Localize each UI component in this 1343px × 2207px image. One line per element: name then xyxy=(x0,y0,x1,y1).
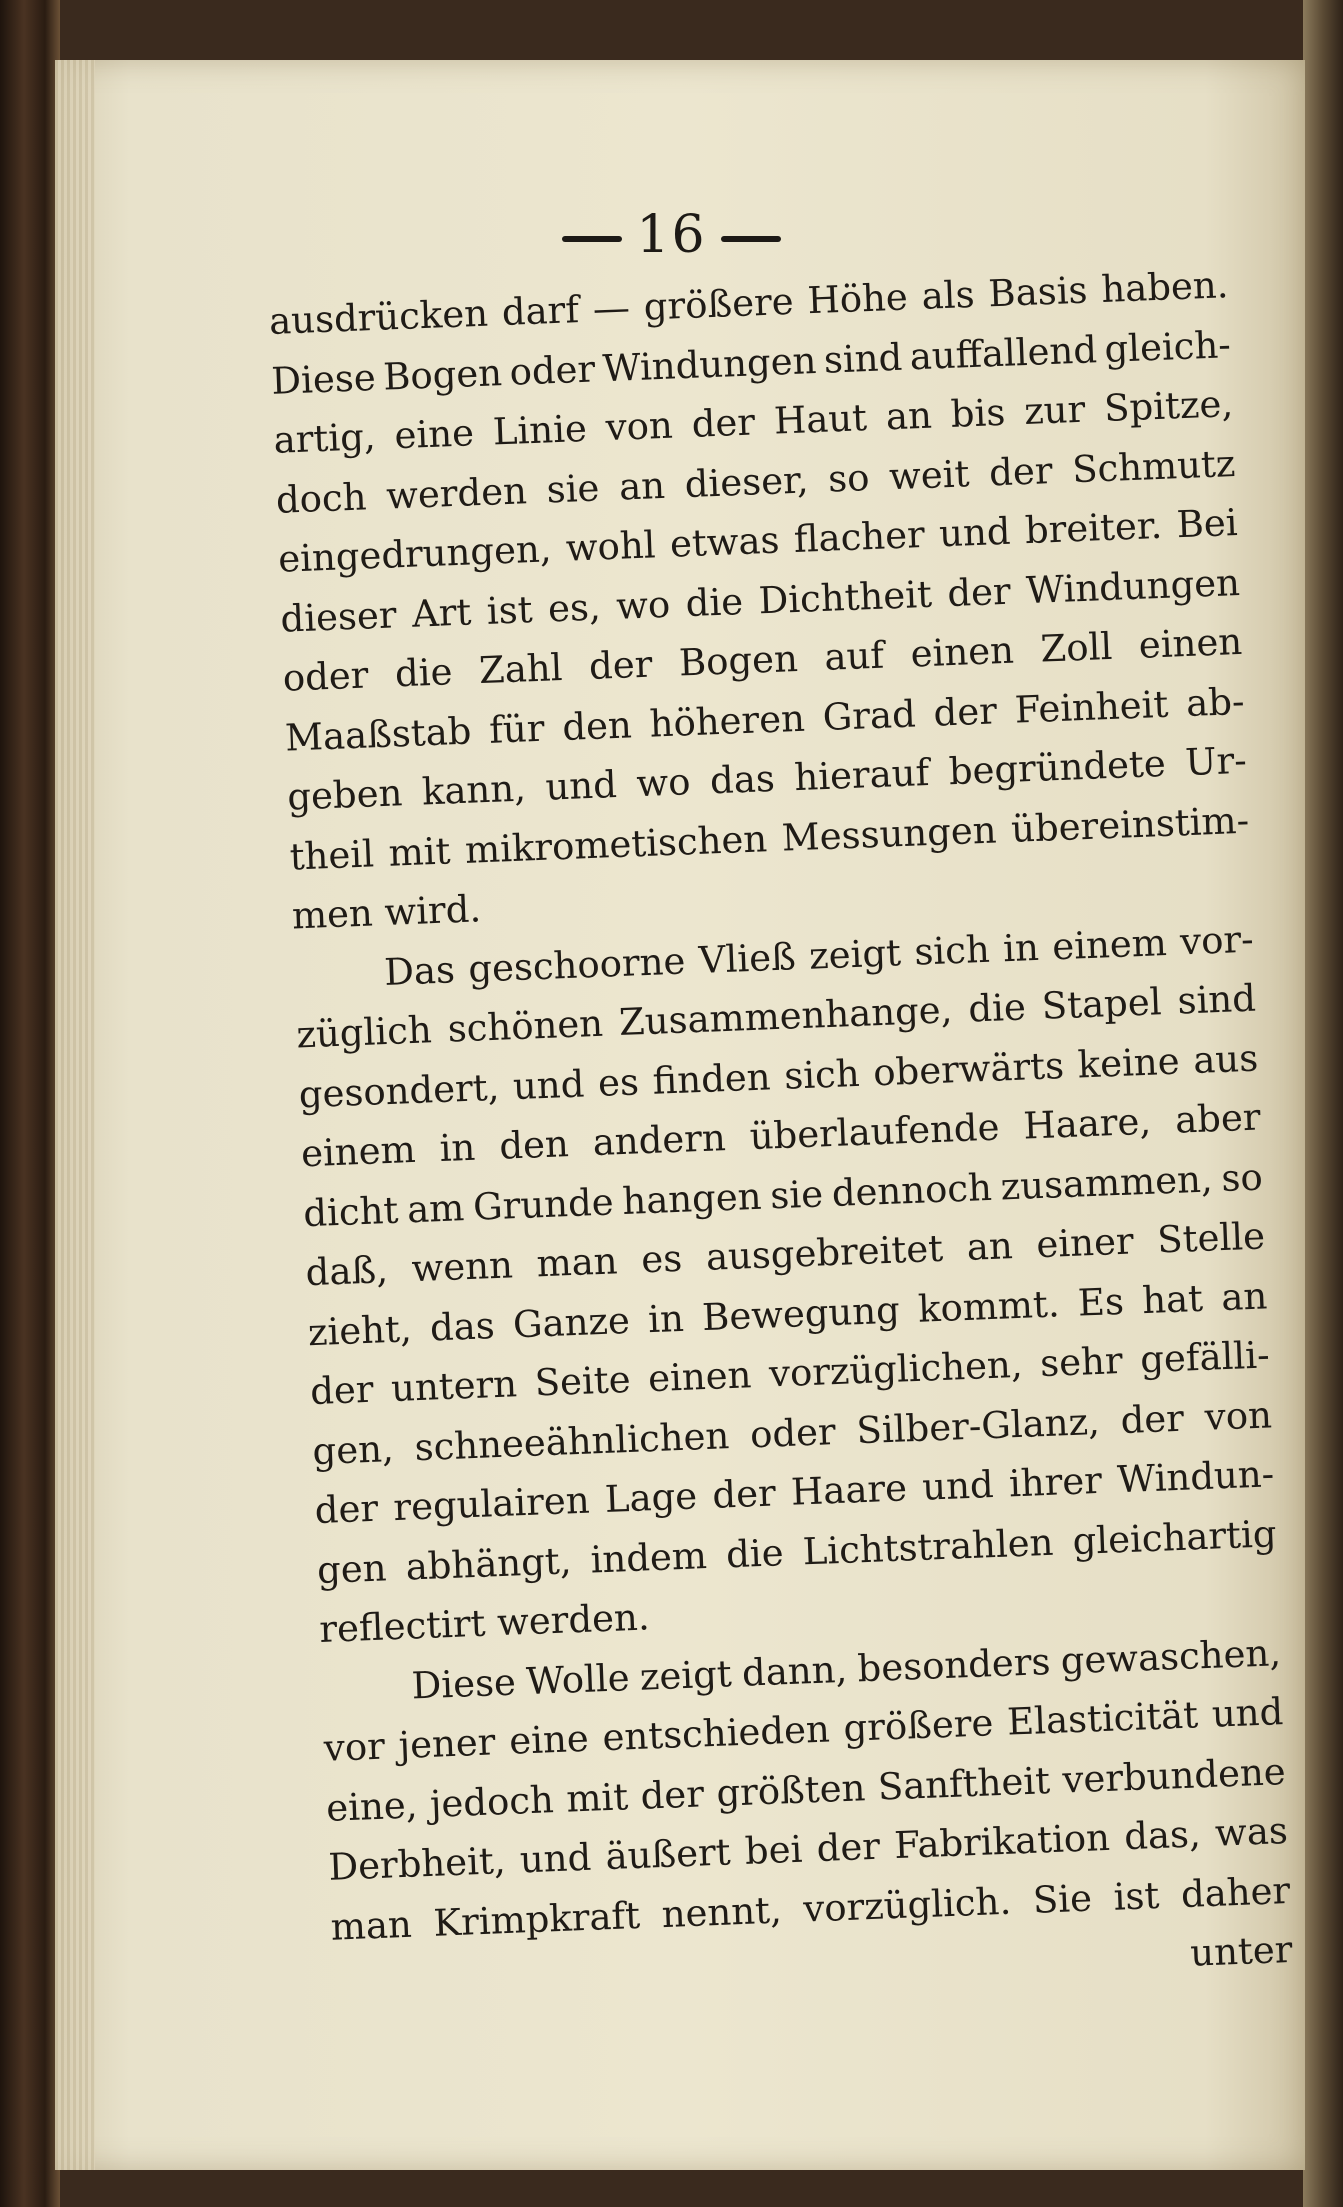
text-line: der regulairen Lage der Haare und ihrer Windun- xyxy=(313,1452,1275,1533)
page-number: 16 xyxy=(636,205,707,265)
text-line: Das geschoorne Vließ zeigt sich in einem vor- xyxy=(383,917,1255,994)
text-line: doch werden sie an dieser, so weit der Schmutz xyxy=(275,441,1237,522)
text-line: züglich schönen Zusammenhange, die Stapel sind xyxy=(295,976,1257,1057)
text-line: oder die Zahl der Bogen auf einen Zoll einen xyxy=(282,619,1243,700)
text-line: vor jener eine entschieden größere Elasticität und xyxy=(323,1690,1284,1770)
page-header xyxy=(0,205,1343,265)
text-line: gen, schneeähnlichen oder Silber-Glanz, der von xyxy=(311,1392,1273,1473)
book-cover-edge xyxy=(1303,0,1343,2207)
text-line: Maaßstab für den höheren Grad der Feinheit ab- xyxy=(284,679,1246,760)
header-dash-right xyxy=(721,236,781,242)
text-line: eine, jedoch mit der größten Sanftheit verbundene xyxy=(325,1749,1287,1830)
text-line: gen abhängt, indem die Lichtstrahlen gleichartig xyxy=(316,1511,1278,1592)
text-line: Diese Wolle zeigt dann, besonders gewaschen, xyxy=(410,1630,1282,1707)
text-line: der untern Seite einen vorzüglichen, sehr gefälli- xyxy=(309,1333,1271,1414)
body-text xyxy=(268,255,1294,2016)
text-line: eingedrungen, wohl etwas flacher und breiter. Bei xyxy=(277,500,1239,581)
text-line: men wird. xyxy=(291,887,482,938)
text-line: geben kann, und wo das hierauf begründete Ur- xyxy=(286,738,1248,819)
text-line: man Krimpkraft nennt, vorzüglich. Sie ist daher xyxy=(329,1868,1291,1949)
text-line: artig, eine Linie von der Haut an bis zur Spitze, xyxy=(272,382,1234,462)
text-line: gesondert, und es finden sich oberwärts keine aus xyxy=(298,1036,1259,1116)
book-binding xyxy=(0,0,60,2207)
text-line: reflectirt werden. xyxy=(318,1595,651,1651)
text-line: einem in den andern überlaufende Haare, aber xyxy=(300,1095,1262,1176)
header-dash-left xyxy=(562,236,622,242)
page-edges xyxy=(55,60,95,2170)
text-line: ausdrücken darf — größere Höhe als Basis haben. xyxy=(268,263,1230,343)
text-line: zieht, das Ganze in Bewegung kommt. Es hat an xyxy=(307,1273,1268,1354)
text-line: Derbheit, und äußert bei der Fabrikation das, was xyxy=(327,1809,1289,1889)
text-line: Diese Bogen oder Windungen sind auffallend gleich- xyxy=(270,322,1232,403)
text-line: daß, wenn man es ausgebreitet an einer Stelle xyxy=(304,1214,1266,1295)
text-line: dieser Art ist es, wo die Dichtheit der Windungen xyxy=(279,560,1241,641)
text-line: dicht am Grunde hangen sie dennoch zusammen, so xyxy=(302,1154,1264,1235)
text-line: theil mit mikrometischen Messungen übereinstim- xyxy=(288,798,1250,879)
catchword: unter xyxy=(1189,1927,1294,1975)
